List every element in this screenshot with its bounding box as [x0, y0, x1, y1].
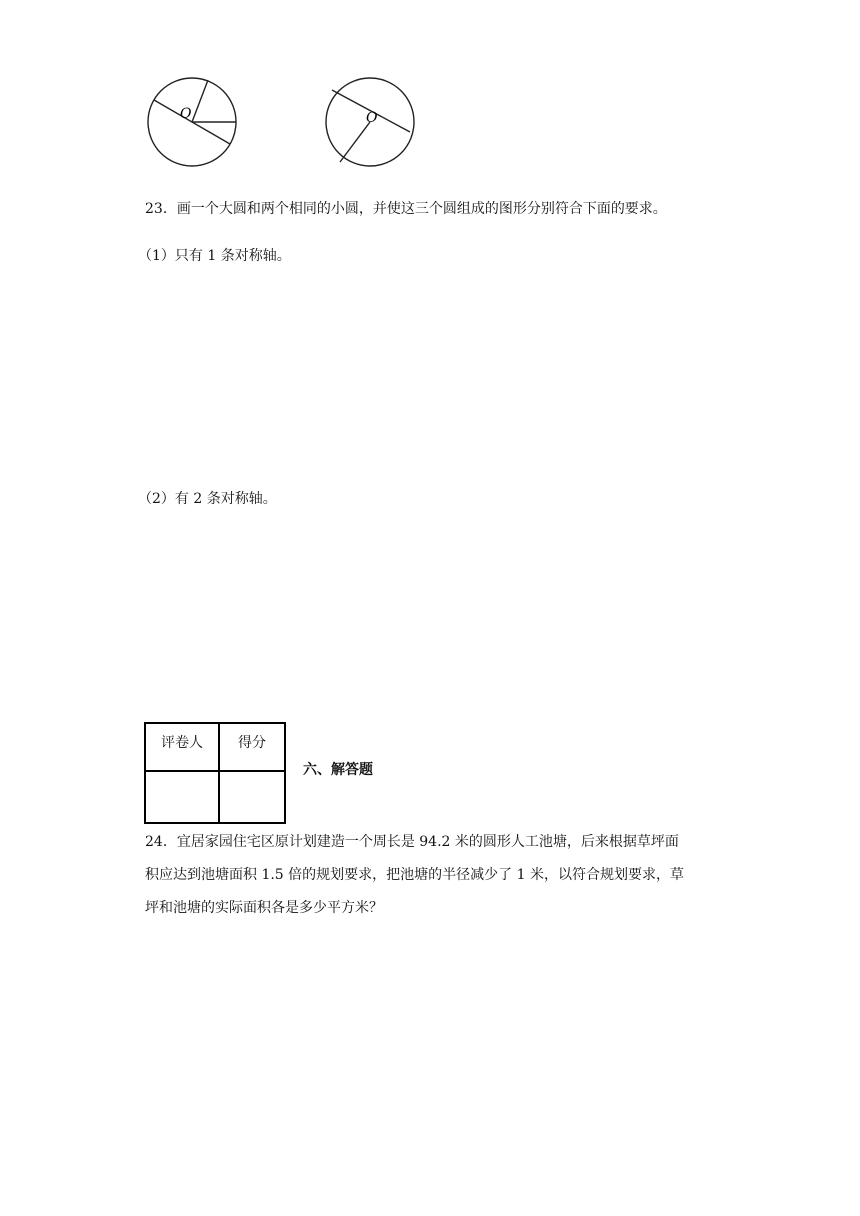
score-table-grader-cell[interactable] — [145, 771, 219, 823]
question-23-stem: 23．画一个大圆和两个相同的小圆，并使这三个圆组成的图形分别符合下面的要求。 — [145, 201, 667, 217]
score-table-score-header: 得分 — [219, 723, 285, 771]
question-24-line-1: 24．宜居家园住宅区原计划建造一个周长是 94.2 米的圆形人工池塘，后来根据草坪面 — [145, 834, 679, 850]
circle-center-label: O — [366, 110, 378, 126]
question-23-part-2: （2）有 2 条对称轴。 — [138, 491, 277, 507]
score-table-grader-header: 评卷人 — [145, 723, 219, 771]
question-24 — [145, 826, 725, 925]
question-24-line-3: 坪和池塘的实际面积各是多少平方米？ — [145, 900, 383, 916]
score-table — [144, 722, 286, 824]
circle-figure-1 — [140, 74, 244, 170]
circle-figure-2 — [318, 74, 422, 170]
question-24-line-2: 积应达到池塘面积 1.5 倍的规划要求，把池塘的半径减少了 1 米，以符合规划要求，草 — [145, 867, 684, 883]
score-table-score-cell[interactable] — [219, 771, 285, 823]
circle-center-label: O — [180, 106, 192, 122]
question-23-part-1: （1）只有 1 条对称轴。 — [138, 248, 291, 264]
section-title: 六、解答题 — [303, 762, 373, 778]
